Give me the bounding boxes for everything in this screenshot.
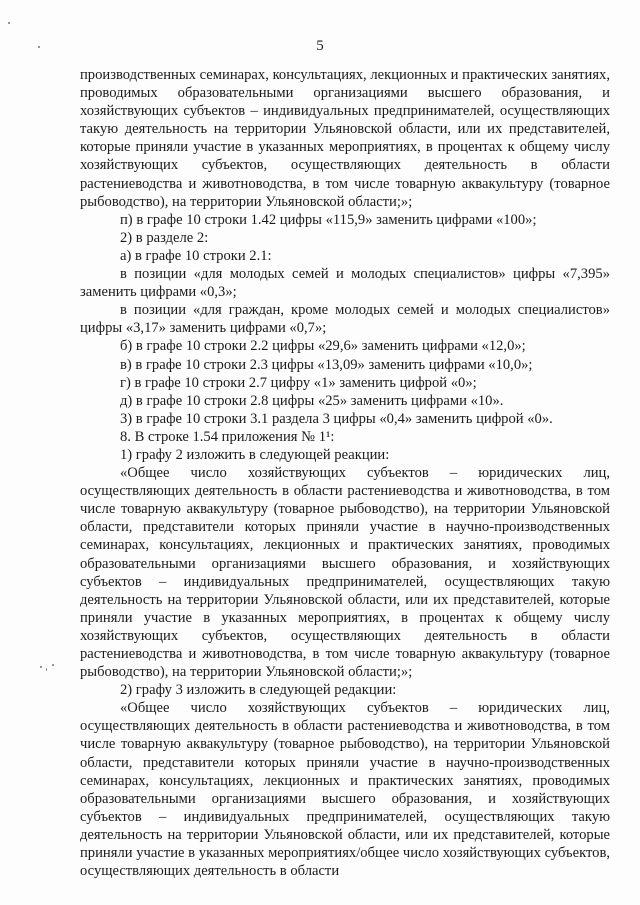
paragraph-young-families: в позиции «для молодых семей и молодых специалистов» цифры «7,395» заменить цифрами «0,3»; [80, 266, 610, 301]
paragraph-column-3: 2) графу 3 изложить в следующей редакции: [120, 682, 397, 699]
paragraph-item-v: в) в графе 10 строки 2.3 цифры «13,09» заменить цифрами «10,0»; [120, 356, 533, 373]
paragraph-other-citizens: в позиции «для граждан, кроме молодых семей и молодых специалистов» цифры «3,17» заменить цифрами «0,7»; [80, 302, 610, 337]
scan-speck [40, 666, 42, 668]
paragraph-intro-continuation: производственных семинарах, консультациях, лекционных и практических занятиях, проводимых образовательными организациями высшего образования, и хозяйствующих субъектов – индивидуальных предпринимателей, осуществляющих такую деятельность на территории Ульяновской области, или их представителей, которые приняли участие в указанных мероприятиях, в процентах к общему числу хозяйствующих субъектов, осуществляющих деятельность в области растениеводства и животноводства, в том числе товарную аквакультуру (товарное рыбоводство), на территории Ульяновской области;»; [80, 67, 610, 210]
scan-speck [38, 46, 40, 48]
scan-speck [46, 668, 47, 671]
scan-speck [8, 22, 10, 24]
paragraph-column-2-text: «Общее число хозяйствующих субъектов – юридических лиц, осуществляющих деятельность в области растениеводства и животноводства, в том числе товарную аквакультуру (товарное рыбоводство), на территории Ульяновской области, представители которых приняли участие в научно-производственных семинарах, консультациях, лекционных и практических занятиях, проводимых образовательными организациями высшего образования, и хозяйствующих субъектов – индивидуальных предпринимателей, осуществляющих такую деятельность на территории Ульяновской области, или их представителей, которые приняли участие в указанных мероприятиях, в процентах к общему числу хозяйствующих субъектов, осуществляющих деятельность в области растениеводства и животноводства, в том числе товарную аквакультуру (товарное рыбоводство), на территории Ульяновской области;»; [80, 465, 610, 681]
scan-speck [52, 664, 54, 666]
paragraph-column-3-text: «Общее число хозяйствующих субъектов – юридических лиц, осуществляющих деятельность в области растениеводства и животноводства, в том числе товарную аквакультуру (товарное рыбоводство), на территории Ульяновской области, представители которых приняли участие в научно-производственных семинарах, консультациях, лекционных и практических занятиях, проводимых образовательными организациями высшего образования, и хозяйствующих субъектов – индивидуальных предпринимателей, осуществляющих такую деятельность на территории Ульяновской области, или их представителей, которые приняли участие в указанных мероприятиях/общее число хозяйствующих субъектов, осуществляющих деятельность в области [80, 700, 610, 880]
paragraph-column-2: 1) графу 2 изложить в следующей реакции: [120, 446, 390, 463]
paragraph-item-p: п) в графе 10 строки 1.42 цифры «115,9» заменить цифрами «100»; [120, 211, 537, 228]
paragraph-item-b: б) в графе 10 строки 2.2 цифры «29,6» заменить цифрами «12,0»; [120, 338, 526, 355]
paragraph-section-3: 3) в графе 10 строки 3.1 раздела 3 цифры «0,4» заменить цифрой «0». [120, 410, 553, 427]
paragraph-section-2: 2) в разделе 2: [120, 229, 209, 246]
paragraph-item-a: а) в графе 10 строки 2.1: [120, 247, 272, 264]
paragraph-item-g: г) в графе 10 строки 2.7 цифру «1» заменить цифрой «0»; [120, 374, 477, 391]
paragraph-point-8: 8. В строке 1.54 приложения № 1¹: [120, 428, 335, 445]
page-number: 5 [316, 38, 324, 54]
paragraph-item-d: д) в графе 10 строки 2.8 цифры «25» заменить цифрами «10». [120, 392, 504, 409]
page-body [80, 66, 610, 880]
